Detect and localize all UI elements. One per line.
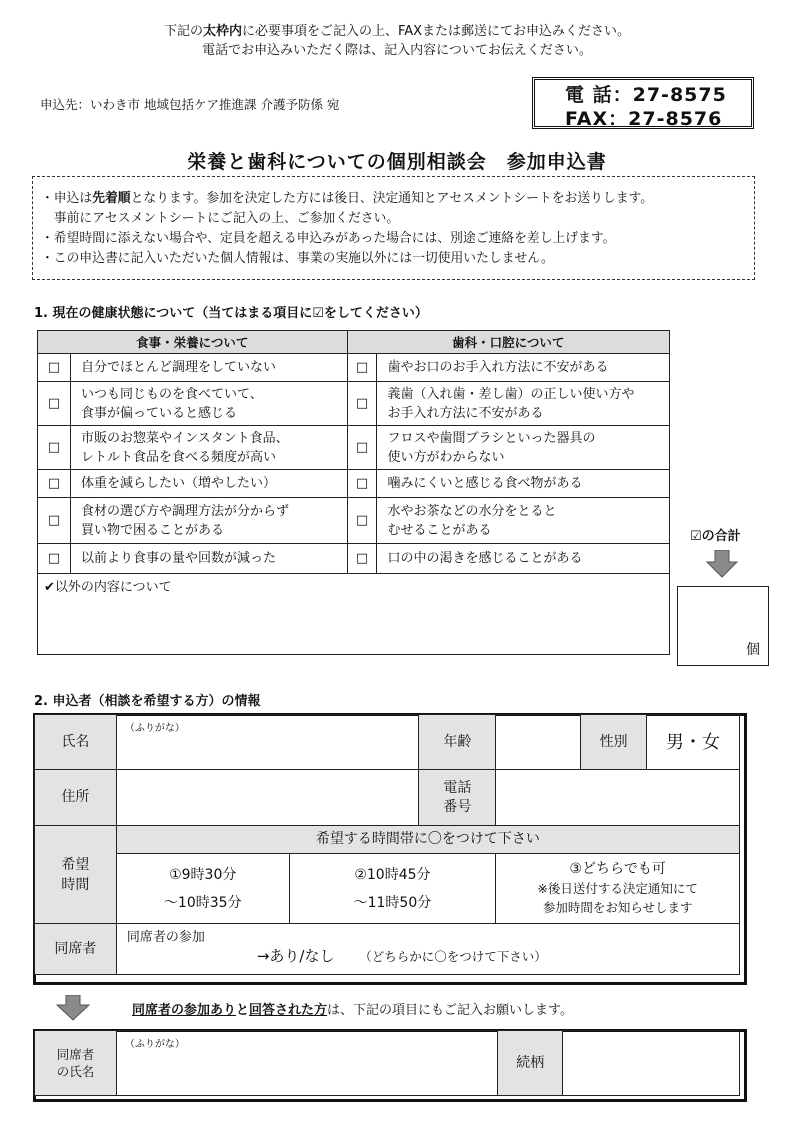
checkbox-right[interactable]: □: [347, 544, 377, 574]
health-item-line: いつも同じものを食べていて、: [80, 386, 263, 402]
checkbox-left[interactable]: □: [38, 470, 71, 498]
companion-table: [34, 1030, 740, 1096]
relation-label: 続柄: [498, 1031, 563, 1096]
destination: 申込先：いわき市 地域包括ケア推進課 介護予防係 宛: [40, 97, 340, 112]
checked-box-icon: ☑: [690, 529, 702, 544]
checkbox-left[interactable]: □: [38, 426, 71, 470]
health-item-line: 噛みにくいと感じる食べ物がある: [387, 476, 583, 491]
checkbox-right[interactable]: □: [347, 382, 377, 426]
health-table: [37, 330, 670, 655]
info-line3: ・希望時間に添えない場合や、定員を超える申込みがあった場合には、別途ご連絡を差し上げます。: [41, 231, 616, 246]
health-item-left: [70, 382, 347, 426]
companion-name-label-2: の氏名: [56, 1064, 95, 1079]
health-item-line: フロスや歯間ブラシといった器具の: [387, 430, 596, 446]
top-notice: [0, 22, 794, 60]
slot1-start: ①9時30分: [169, 866, 237, 883]
name-label: 氏名: [35, 715, 117, 770]
other-label: ✔以外の内容について: [44, 580, 172, 595]
page-title: 栄養と歯科についての個別相談会 参加申込書: [187, 151, 607, 173]
contact-phone: 電 話：27-8575: [565, 84, 727, 106]
health-item-line: 口の中の渇きを感じることがある: [387, 551, 583, 566]
phone-field[interactable]: [496, 770, 740, 826]
contact-fax: FAX：27-8576: [565, 108, 723, 130]
companion-answer: →あり/なし: [256, 947, 335, 965]
slot1-end: ～10時35分: [163, 894, 242, 911]
phone-label-1: 電話: [443, 779, 472, 796]
phone-label-2: 番号: [443, 798, 472, 815]
checkbox-left[interactable]: □: [38, 544, 71, 574]
health-row: [38, 544, 670, 574]
info-bold: 先着順: [92, 191, 131, 206]
companion-name-field[interactable]: [116, 1031, 497, 1096]
health-item-line: 義歯（入れ歯・差し歯）の正しい使い方や: [387, 386, 635, 402]
total-label: [690, 525, 741, 544]
notice-bold: 太枠内: [202, 24, 242, 39]
age-field[interactable]: [496, 715, 581, 770]
health-row: [38, 470, 670, 498]
notice-text: 下記の: [163, 24, 203, 39]
info-line2: 事前にアセスメントシートにご記入の上、ご参加ください。: [41, 211, 400, 226]
health-row: [38, 426, 670, 470]
health-item-line: 食材の選び方や調理方法が分からず: [80, 503, 289, 519]
health-item-right: [377, 382, 670, 426]
slot2-end: ～11時50分: [353, 894, 432, 911]
health-item-line: 買い物で困ることがある: [80, 522, 224, 538]
companion-name-label-1: 同席者: [56, 1047, 95, 1062]
notice-line2: 電話でお申込みいただく際は、記入内容についてお伝えください。: [202, 43, 592, 58]
total-box[interactable]: [677, 586, 769, 666]
total-unit: 個: [746, 642, 760, 658]
col-header-dental: 歯科・口腔について: [347, 331, 670, 354]
slot2-start: ②10時45分: [354, 866, 431, 883]
health-row: [38, 498, 670, 544]
health-item-left: [70, 544, 347, 574]
health-item-left: [70, 354, 347, 382]
time-slot-2[interactable]: [289, 854, 496, 924]
health-item-right: [377, 498, 670, 544]
health-item-left: [70, 426, 347, 470]
address-field[interactable]: [116, 770, 419, 826]
time-label: [35, 826, 117, 924]
info-text: ・申込は: [41, 191, 93, 206]
health-item-right: [377, 354, 670, 382]
slot3-note2: 参加時間をお知らせします: [542, 900, 693, 915]
down-arrow-icon: [56, 995, 90, 1021]
health-item-line: 体重を減らしたい（増やしたい）: [80, 476, 276, 491]
furigana-label: （ふりがな）: [124, 1039, 185, 1050]
other-content-area[interactable]: [38, 574, 670, 655]
section1-title-a: 1. 現在の健康状態について（当てはまる項目に: [34, 306, 313, 321]
slot3-title: ③どちらでも可: [569, 861, 666, 877]
health-row: [38, 382, 670, 426]
note-bold: と: [236, 1003, 250, 1018]
health-item-line: むせることがある: [387, 522, 492, 538]
contact-box: [532, 77, 754, 129]
name-field[interactable]: [116, 715, 419, 770]
col-header-nutrition: 食事・栄養について: [38, 331, 348, 354]
checkbox-left[interactable]: □: [38, 498, 71, 544]
checkbox-right[interactable]: □: [347, 426, 377, 470]
health-item-left: [70, 470, 347, 498]
companion-label: 同席者: [35, 924, 117, 975]
note-underline-1: 同席者の参加あり: [132, 1003, 237, 1018]
health-item-line: 自分でほとんど調理をしていない: [80, 360, 276, 375]
health-item-right: [377, 544, 670, 574]
health-item-left: [70, 498, 347, 544]
gender-options[interactable]: 男・女: [647, 715, 740, 770]
section2-title: 2. 申込者（相談を希望する方）の情報: [34, 694, 261, 709]
health-item-line: 市販のお惣菜やインスタント食品、: [80, 430, 289, 446]
health-item-line: 食事が偏っていると感じる: [80, 405, 237, 421]
furigana-label: （ふりがな）: [124, 723, 185, 734]
time-slot-1[interactable]: [116, 854, 289, 924]
checkbox-left[interactable]: □: [38, 382, 71, 426]
companion-field[interactable]: [116, 924, 739, 975]
companion-note: （どちらかに〇をつけて下さい）: [359, 949, 547, 964]
info-text: となります。参加を決定した方には後日、決定通知とアセスメントシートをお送りします。: [130, 191, 654, 206]
section1-title-b: をしてください）: [323, 306, 428, 321]
address-label: 住所: [35, 770, 117, 826]
health-item-right: [377, 470, 670, 498]
relation-field[interactable]: [563, 1031, 740, 1096]
info-box: [32, 176, 755, 280]
total-label-text: の合計: [701, 529, 741, 544]
checkbox-right[interactable]: □: [347, 470, 377, 498]
checkbox-right[interactable]: □: [347, 354, 377, 382]
time-label-2: 時間: [61, 876, 90, 893]
down-arrow-icon: [706, 550, 738, 578]
age-label: 年齢: [419, 715, 496, 770]
companion-question: 同席者の参加: [126, 930, 205, 945]
health-item-line: 水やお茶などの水分をとると: [387, 503, 557, 519]
health-item-line: 以前より食事の量や回数が減った: [80, 551, 276, 566]
section1-title: [34, 302, 428, 321]
applicant-table: [34, 714, 740, 975]
phone-label: [419, 770, 496, 826]
health-item-line: レトルト食品を食べる頻度が高い: [80, 449, 276, 465]
health-item-line: お手入れ方法に不安がある: [387, 405, 544, 421]
note-underline-2: 回答された方: [249, 1003, 328, 1018]
health-item-right: [377, 426, 670, 470]
companion-instruction: [132, 999, 573, 1018]
notice-text: に必要事項をご記入の上、FAXまたは郵送にてお申込みください。: [241, 24, 631, 39]
checkbox-left[interactable]: □: [38, 354, 71, 382]
checkbox-right[interactable]: □: [347, 498, 377, 544]
slot3-note1: ※後日送付する決定通知にて: [537, 881, 698, 896]
time-label-1: 希望: [61, 856, 90, 873]
time-slot-3[interactable]: [496, 854, 740, 924]
health-row: [38, 354, 670, 382]
gender-label: 性別: [581, 715, 647, 770]
health-item-line: 歯やお口のお手入れ方法に不安がある: [387, 360, 609, 375]
checked-box-icon: ☑: [312, 306, 324, 321]
note-text: は、下記の項目にもご記入お願いします。: [327, 1003, 574, 1018]
companion-name-label: [35, 1031, 117, 1096]
info-line4: ・この申込書に記入いただいた個人情報は、事業の実施以外には一切使用いたしません。: [41, 251, 554, 266]
time-header: 希望する時間帯に〇をつけて下さい: [116, 826, 739, 854]
health-item-line: 使い方がわからない: [387, 449, 505, 465]
